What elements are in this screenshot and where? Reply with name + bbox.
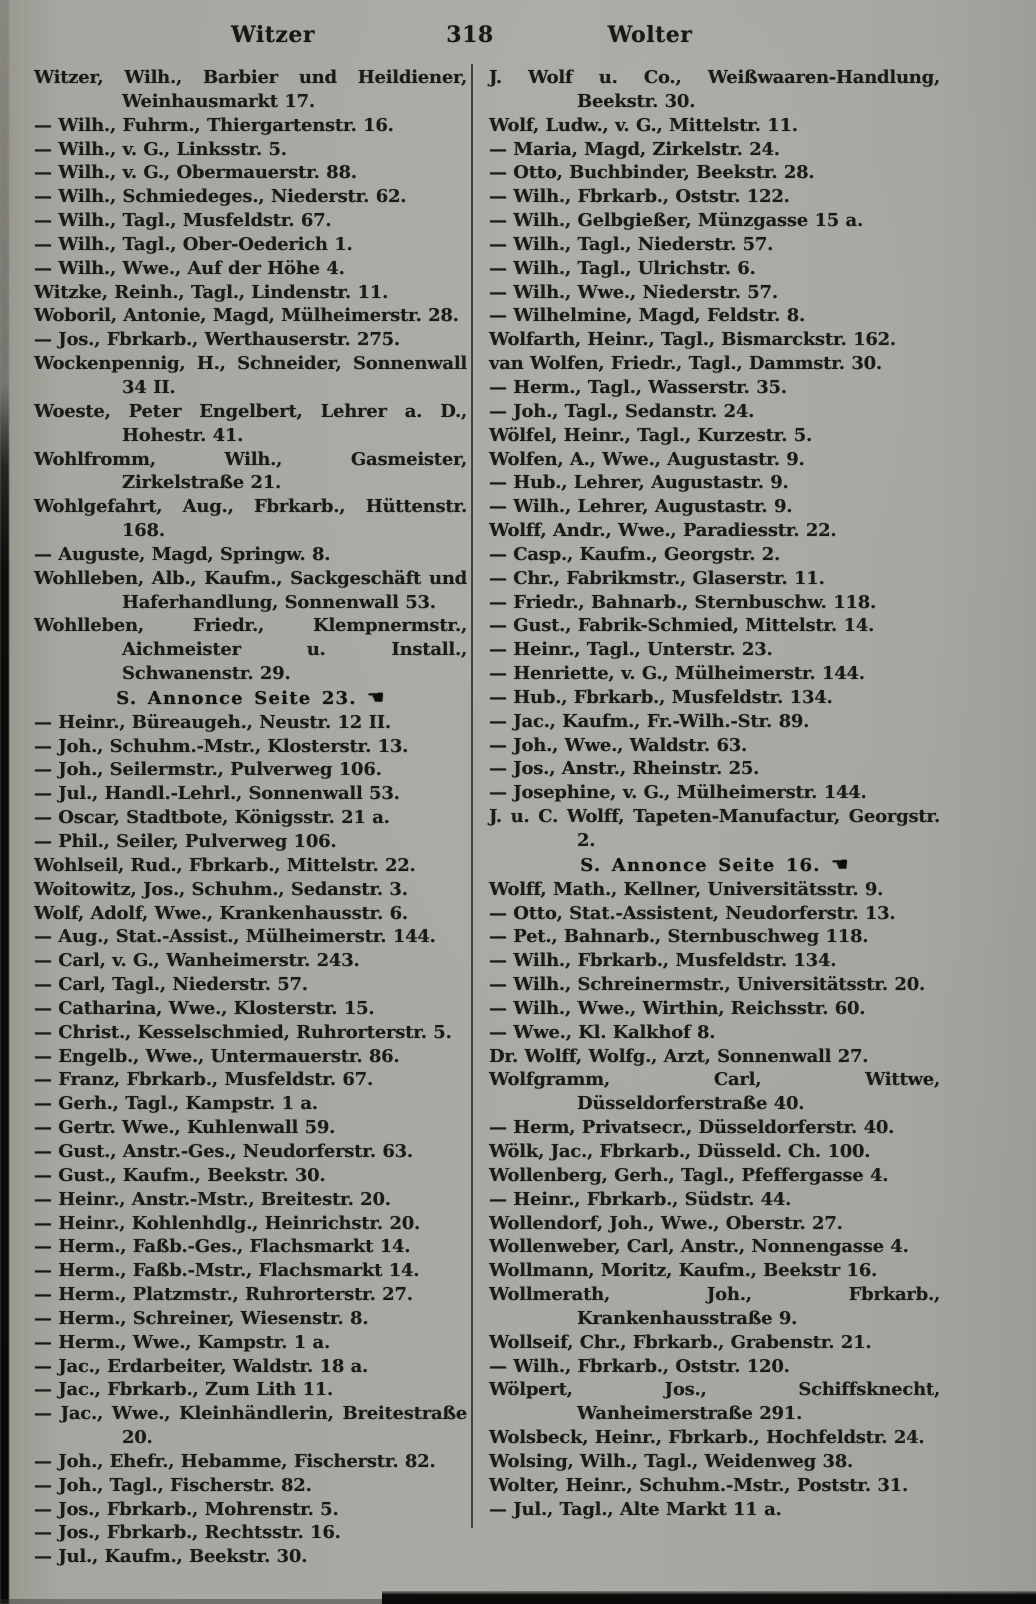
entry-text: — Casp., Kaufm., Georgstr. 2. [489,543,781,565]
entry-text: — Wilh., Tagl., Ulrichstr. 6. [489,257,756,279]
directory-entry [34,1521,467,1545]
directory-entry [34,1092,467,1116]
entry-text: Wohlleben, Alb., Kaufm., Sackgeschäft und Haferhandlung, Sonnenwall 53. [34,567,467,613]
entry-text: — Joh., Tagl., Sedanstr. 24. [489,400,755,422]
entry-text: Wölk, Jac., Fbrkarb., Düsseld. Ch. 100. [489,1140,871,1162]
directory-entry [489,1450,940,1474]
entry-text: — Wilh., Fuhrm., Thiergartenstr. 16. [34,114,394,136]
entry-text: Wolff, Andr., Wwe., Paradiesstr. 22. [489,520,837,542]
directory-entry [489,1355,940,1379]
entry-text: — Herm., Wwe., Kampstr. 1 a. [34,1331,330,1353]
entry-text: — Wilh., Fbrkarb., Musfeldstr. 134. [489,950,837,972]
entry-text: — Wilh., v. G., Obermauerstr. 88. [34,162,357,184]
directory-entry [489,1068,940,1116]
entry-text: — Josephine, v. G., Mülheimerstr. 144. [489,782,867,804]
entry-text: Wollseif, Chr., Fbrkarb., Grabenstr. 21. [489,1331,872,1353]
entry-text: — Wilh., Wwe., Wirthin, Reichsstr. 60. [489,997,866,1019]
entry-text: — Heinr., Kohlenhdlg., Heinrichstr. 20. [34,1212,421,1234]
directory-entry [489,424,940,448]
entry-text: — Wilh., v. G., Linksstr. 5. [34,138,287,160]
entry-text: Wollendorf, Joh., Wwe., Oberstr. 27. [489,1212,843,1234]
entry-text: — Jac., Wwe., Kleinhändlerin, Breitestraße 20. [34,1403,467,1449]
directory-entry [489,1474,940,1498]
directory-entry [489,591,940,615]
directory-entry [34,448,467,496]
entry-text: — Herm., Schreiner, Wiesenstr. 8. [34,1307,369,1329]
scan-edge-left [0,0,9,1604]
entry-text: — Jul., Handl.-Lehrl., Sonnenwall 53. [34,783,400,805]
page-header [0,22,1036,56]
directory-entry [489,448,940,472]
directory-entry [34,1450,467,1474]
directory-entry [489,686,940,710]
entry-text: — Wilhelmine, Magd, Feldstr. 8. [489,305,805,327]
entry-text: — Joh., Tagl., Fischerstr. 82. [34,1474,312,1496]
directory-entry [489,949,940,973]
directory-entry [489,138,940,162]
entry-text: — Oscar, Stadtbote, Königsstr. 21 a. [34,807,390,829]
entry-text: — Carl, v. G., Wanheimerstr. 243. [34,950,360,972]
entry-text: — Herm, Privatsecr., Düsseldorferstr. 40. [489,1117,895,1139]
directory-entry [34,1545,467,1569]
entry-text: J. Wolf u. Co., Weißwaaren-Handlung, Beekstr. 30. [489,67,940,112]
directory-entry [34,758,467,782]
entry-text: — Wilh., Fbrkarb., Oststr. 120. [489,1355,790,1377]
entry-text: — Heinr., Tagl., Unterstr. 23. [489,639,773,661]
directory-entry [489,878,940,902]
directory-entry [34,1068,467,1092]
directory-entry [34,567,467,615]
directory-entry [489,257,940,281]
entry-text: — Joh., Ehefr., Hebamme, Fischerstr. 82. [34,1450,436,1472]
entry-text: — Jos., Fbrkarb., Werthauserstr. 275. [34,329,400,351]
entry-text: — Wilh., Tagl., Niederstr. 57. [489,233,774,255]
entry-text: Wolsing, Wilh., Tagl., Weidenweg 38. [489,1450,854,1472]
entry-text: Wohlfromm, Wilh., Gasmeister, Zirkelstraße 21. [34,448,467,494]
directory-entry [34,902,467,926]
directory-entry [34,973,467,997]
entry-text: — Wilh., Lehrer, Augustastr. 9. [489,496,793,518]
directory-entry [489,638,940,662]
scan-edge-bottom-right [382,1591,1036,1604]
directory-entry [34,1498,467,1522]
directory-entry [34,1402,467,1450]
directory-entry [489,734,940,758]
directory-entry [489,1021,940,1045]
entry-text: J. u. C. Wolff, Tapeten-Manufactur, Georgstr. 2. [489,806,940,851]
directory-entry [34,806,467,830]
directory-entry [34,1355,467,1379]
entry-text: S. Annonce Seite 23. [116,687,357,709]
directory-entry [489,304,940,328]
entry-text: — Jac., Fbrkarb., Zum Lith 11. [34,1379,334,1401]
directory-entry [489,1212,940,1236]
scan-edge-bottom-left [0,1599,382,1604]
directory-entry [34,1045,467,1069]
entry-text: Dr. Wolff, Wolfg., Arzt, Sonnenwall 27. [489,1045,869,1067]
entry-text: Wohlgefahrt, Aug., Fbrkarb., Hüttenstr. 168. [34,496,467,542]
entry-text: — Heinr., Fbrkarb., Südstr. 44. [489,1188,792,1210]
entry-text: Wolf, Adolf, Wwe., Krankenhausstr. 6. [34,902,408,924]
entry-text: — Franz, Fbrkarb., Musfeldstr. 67. [34,1069,373,1091]
entry-text: — Wwe., Kl. Kalkhof 8. [489,1021,716,1043]
entry-text: Wolfgramm, Carl, Wittwe, Düsseldorferstraße 40. [489,1069,940,1115]
directory-entry [34,328,467,352]
entry-text: — Otto, Buchbinder, Beekstr. 28. [489,162,815,184]
directory-entry [34,1235,467,1259]
directory-entry [34,1212,467,1236]
directory-entry [34,161,467,185]
entry-text: — Heinr., Büreaugeh., Neustr. 12 II. [34,711,391,733]
directory-entry [34,1378,467,1402]
directory-entry [489,114,940,138]
directory-entry [34,1188,467,1212]
entry-text: — Gertr. Wwe., Kuhlenwall 59. [34,1117,336,1139]
entry-text: — Jul., Kaufm., Beekstr. 30. [34,1546,308,1568]
entry-text: — Herm., Faßb.-Ges., Flachsmarkt 14. [34,1236,411,1258]
header-left-keyword: Witzer [231,22,315,48]
directory-entry [34,114,467,138]
directory-entry [34,138,467,162]
directory-entry [34,711,467,735]
directory-entry [34,209,467,233]
entry-text: — Wilh., Wwe., Auf der Höhe 4. [34,257,345,279]
directory-entry [489,973,940,997]
entry-text: Wollenberg, Gerh., Tagl., Pfeffergasse 4. [489,1164,889,1186]
entry-text: — Catharina, Wwe., Klosterstr. 15. [34,997,375,1019]
entry-text: — Aug., Stat.-Assist., Mülheimerstr. 144. [34,926,436,948]
entry-text: — Hub., Fbrkarb., Musfeldstr. 134. [489,686,833,708]
directory-entry [34,1307,467,1331]
directory-entry [489,1378,940,1426]
directory-entry [489,1426,940,1450]
entry-text: — Joh., Schuhm.-Mstr., Klosterstr. 13. [34,735,409,757]
entry-text: — Wilh., Wwe., Niederstr. 57. [489,281,778,303]
directory-entry [489,161,940,185]
entry-text: — Wilh., Schmiedeges., Niederstr. 62. [34,186,407,208]
directory-entry [34,1331,467,1355]
entry-text: — Gust., Anstr.-Ges., Neudorferstr. 63. [34,1140,413,1162]
directory-entry [34,233,467,257]
directory-entry [489,519,940,543]
directory-entry [489,185,940,209]
directory-entry [34,1283,467,1307]
column-divider-rule [471,64,473,1528]
directory-entry [489,233,940,257]
directory-entry [489,710,940,734]
directory-entry [489,471,940,495]
entry-text: — Pet., Bahnarb., Sternbuschweg 118. [489,926,869,948]
entry-text: Wohlleben, Friedr., Klempnermstr., Aichmeister u. Install., Schwanenstr. 29. [34,615,467,685]
entry-text: — Wilh., Fbrkarb., Oststr. 122. [489,186,790,208]
directory-entry [489,902,940,926]
entry-text: — Otto, Stat.-Assistent, Neudorferstr. 13. [489,902,896,924]
entry-text: Wollmerath, Joh., Fbrkarb., Krankenhausstraße 9. [489,1284,940,1329]
entry-text: — Maria, Magd, Zirkelstr. 24. [489,138,780,160]
entry-text: — Gerh., Tagl., Kampstr. 1 a. [34,1093,318,1115]
entry-text: — Hub., Lehrer, Augustastr. 9. [489,472,789,494]
directory-entry [489,209,940,233]
entry-text: Wohlseil, Rud., Fbrkarb., Mittelstr. 22. [34,854,416,876]
directory-entry [34,830,467,854]
directory-entry [34,1140,467,1164]
directory-entry [489,543,940,567]
directory-entry [34,782,467,806]
entry-text: Woeste, Peter Engelbert, Lehrer a. D., Hohestr. 41. [34,400,467,446]
directory-entry [489,997,940,1021]
annonce-reference [489,853,940,878]
directory-entry [34,1164,467,1188]
directory-entry [34,1474,467,1498]
entry-text: — Jos., Fbrkarb., Mohrenstr. 5. [34,1498,339,1520]
entry-text: Wollmann, Moritz, Kaufm., Beekstr 16. [489,1260,878,1282]
entry-text: Wolf, Ludw., v. G., Mittelstr. 11. [489,114,798,136]
entry-text: — Gust., Kaufm., Beekstr. 30. [34,1164,326,1186]
entry-text: — Chr., Fabrikmstr., Glaserstr. 11. [489,567,825,589]
entry-text: Wolsbeck, Heinr., Fbrkarb., Hochfeldstr. 24. [489,1427,925,1449]
directory-entry [34,1259,467,1283]
entry-text: — Jac., Kaufm., Fr.-Wilh.-Str. 89. [489,710,810,732]
entry-text: — Herm., Platzmstr., Ruhrorterstr. 27. [34,1284,413,1306]
entry-text: Witzer, Wilh., Barbier und Heildiener, Weinhausmarkt 17. [34,67,467,112]
directory-entry [34,735,467,759]
directory-entry [489,376,940,400]
entry-text: — Gust., Fabrik-Schmied, Mittelstr. 14. [489,615,875,637]
directory-entry [489,805,940,853]
entry-text: Woboril, Antonie, Magd, Mülheimerstr. 28. [34,305,459,327]
directory-entry [34,185,467,209]
directory-entry [34,543,467,567]
directory-entry [34,925,467,949]
directory-entry [489,66,940,114]
directory-entry [34,400,467,448]
header-right-keyword: Wolter [607,22,693,48]
directory-entry [489,1116,940,1140]
entry-text: Wölfel, Heinr., Tagl., Kurzestr. 5. [489,424,813,446]
manicule-icon: ☚ [830,851,849,876]
entry-text: Wollenweber, Carl, Anstr., Nonnengasse 4. [489,1236,909,1258]
directory-entry [489,757,940,781]
entry-text: Witzke, Reinh., Tagl., Lindenstr. 11. [34,281,389,303]
directory-entry [34,257,467,281]
annonce-reference [34,686,467,711]
entry-text: — Jac., Erdarbeiter, Waldstr. 18 a. [34,1355,369,1377]
entry-text: Wolfarth, Heinr., Tagl., Bismarckstr. 162. [489,329,896,351]
entry-text: — Christ., Kesselschmied, Ruhrorterstr. 5. [34,1021,452,1043]
directory-entry [489,781,940,805]
entry-text: Wolfen, A., Wwe., Augustastr. 9. [489,448,805,470]
entry-text: — Jul., Tagl., Alte Markt 11 a. [489,1498,782,1520]
entry-text: — Wilh., Schreinermstr., Universitätsstr. 20. [489,974,925,996]
entry-text: — Jos., Fbrkarb., Rechtsstr. 16. [34,1522,341,1544]
directory-entry [34,997,467,1021]
entry-text: — Joh., Wwe., Waldstr. 63. [489,734,748,756]
directory-entry [489,1188,940,1212]
entry-text: — Friedr., Bahnarb., Sternbuschw. 118. [489,591,877,613]
entry-text: Wolff, Math., Kellner, Universitätsstr. 9. [489,878,884,900]
directory-entry [489,328,940,352]
directory-entry [34,878,467,902]
directory-entry [489,1140,940,1164]
directory-entry [489,1045,940,1069]
entry-text: — Engelb., Wwe., Untermauerstr. 86. [34,1045,400,1067]
entry-text: Woitowitz, Jos., Schuhm., Sedanstr. 3. [34,878,408,900]
entry-text: — Herm., Tagl., Wasserstr. 35. [489,376,787,398]
entry-text: — Phil., Seiler, Pulverweg 106. [34,831,337,852]
directory-entry [34,1116,467,1140]
directory-entry [489,614,940,638]
directory-entry [489,1331,940,1355]
directory-entry [489,1235,940,1259]
entry-text: — Wilh., Gelbgießer, Münzgasse 15 a. [489,210,863,232]
entry-text: — Auguste, Magd, Springw. 8. [34,543,331,565]
directory-entry [34,304,467,328]
directory-entry [489,1498,940,1522]
entry-text: — Carl, Tagl., Niederstr. 57. [34,974,308,996]
entry-text: Wölpert, Jos., Schiffsknecht, Wanheimerstraße 291. [489,1379,940,1425]
directory-entry [489,1164,940,1188]
right-column [489,66,940,1521]
directory-entry [34,949,467,973]
directory-entry [34,495,467,543]
entry-text: — Herm., Faßb.-Mstr., Flachsmarkt 14. [34,1260,420,1282]
left-column [34,66,467,1569]
entry-text: — Wilh., Tagl., Musfeldstr. 67. [34,210,332,232]
directory-entry [489,662,940,686]
directory-entry [34,614,467,686]
entry-text: — Henriette, v. G., Mülheimerstr. 144. [489,663,865,685]
directory-entry [489,495,940,519]
directory-entry [489,925,940,949]
directory-entry [489,281,940,305]
directory-entry [34,1021,467,1045]
entry-text: S. Annonce Seite 16. [580,854,821,876]
directory-entry [34,352,467,400]
header-page-number: 318 [446,22,494,48]
directory-entry [489,567,940,591]
directory-entry [489,400,940,424]
entry-text: Wolter, Heinr., Schuhm.-Mstr., Poststr. 31. [489,1474,908,1496]
directory-entry [489,1283,940,1331]
directory-entry [489,1259,940,1283]
entry-text: — Joh., Seilermstr., Pulverweg 106. [34,759,382,781]
entry-text: van Wolfen, Friedr., Tagl., Dammstr. 30. [489,353,882,375]
directory-entry [34,281,467,305]
entry-text: — Heinr., Anstr.-Mstr., Breitestr. 20. [34,1188,391,1210]
directory-entry [34,854,467,878]
directory-entry [34,66,467,114]
entry-text: — Wilh., Tagl., Ober-Oederich 1. [34,233,353,255]
entry-text: — Jos., Anstr., Rheinstr. 25. [489,758,760,780]
directory-entry [489,352,940,376]
manicule-icon: ☚ [366,684,385,709]
entry-text: Wockenpennig, H., Schneider, Sonnenwall 34 II. [34,353,467,398]
